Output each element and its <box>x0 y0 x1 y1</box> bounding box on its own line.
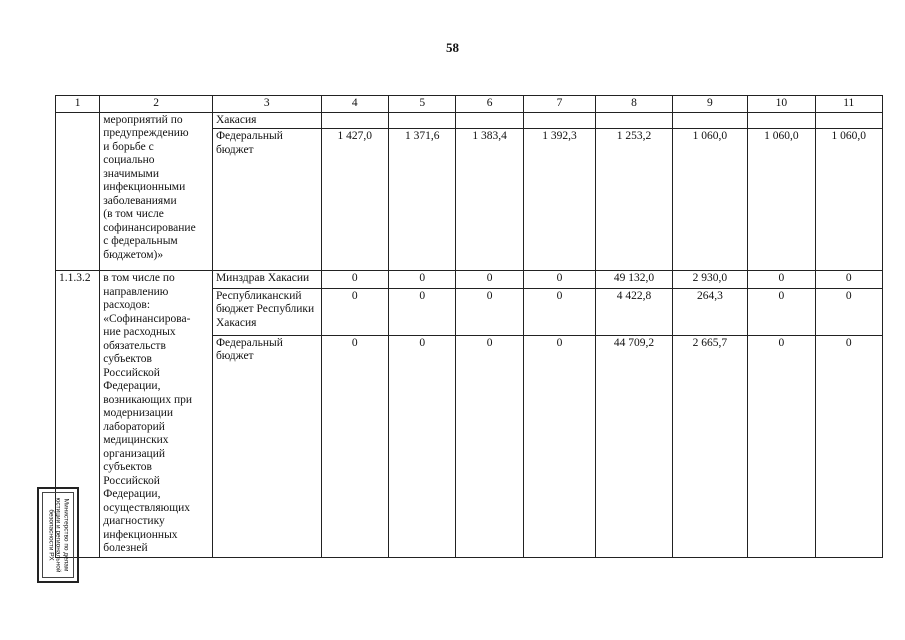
source-cell: Федеральный бюджет <box>212 129 321 271</box>
value-cell: 0 <box>456 335 523 557</box>
name-line: социально <box>103 154 155 166</box>
value-cell: 1 060,0 <box>815 129 882 271</box>
name-line: расходов: <box>103 299 151 311</box>
empty-cell <box>389 112 456 129</box>
header-cell: 6 <box>456 96 523 113</box>
value-cell: 1 371,6 <box>389 129 456 271</box>
name-line: Российской <box>103 366 160 379</box>
name-line: предупреждению <box>103 127 189 139</box>
value-cell: 0 <box>321 335 388 557</box>
name-line: осуществляющих <box>103 501 191 514</box>
name-line: направлению <box>103 285 169 298</box>
name-line: с федеральным <box>103 235 178 247</box>
value-cell: 49 132,0 <box>596 271 672 289</box>
value-cell: 1 427,0 <box>321 129 388 271</box>
page-number: 58 <box>446 40 459 55</box>
header-row <box>56 96 883 113</box>
header-cell: 9 <box>672 96 747 113</box>
value-cell: 0 <box>815 288 882 335</box>
value-cell: 0 <box>321 271 388 289</box>
value-cell: 1 060,0 <box>672 129 747 271</box>
source-cell: Федеральный бюджет <box>212 335 321 557</box>
header-cell: 8 <box>596 96 672 113</box>
executor-cell: Хакасия <box>212 112 321 129</box>
name-line: инфекционными <box>103 181 186 193</box>
value-cell: 0 <box>748 271 815 289</box>
name-line: «Софинансирова- <box>103 312 191 325</box>
value-cell: 264,3 <box>672 288 747 335</box>
stamp-text: Министерство по делам юстиции и региональной безопасности РХ <box>47 497 70 573</box>
source-cell: Республиканский бюджет Республики Хакасия <box>212 288 321 335</box>
value-cell: 0 <box>389 335 456 557</box>
value-cell: 4 422,8 <box>596 288 672 335</box>
value-cell: 1 253,2 <box>596 129 672 271</box>
value-cell: 0 <box>748 335 815 557</box>
code-cell <box>56 112 100 271</box>
name-line: в том числе по <box>103 272 175 284</box>
name-line: бюджетом)» <box>103 248 164 261</box>
value-cell: 1 392,3 <box>523 129 595 271</box>
budget-table <box>55 95 883 558</box>
header-cell: 10 <box>748 96 815 113</box>
empty-cell <box>523 112 595 129</box>
name-line: лабораторий <box>103 420 165 433</box>
value-cell: 0 <box>523 288 595 335</box>
value-cell: 0 <box>815 271 882 289</box>
name-line: болезней <box>103 542 148 554</box>
name-line: мероприятий по <box>103 113 183 126</box>
name-line: инфекционных <box>103 528 178 541</box>
name-line: (в том числе <box>103 208 164 220</box>
name-cell <box>100 271 213 558</box>
name-line: заболеваниями <box>103 194 177 207</box>
name-line: Российской <box>103 474 160 487</box>
header-cell: 2 <box>100 96 213 113</box>
empty-cell <box>456 112 523 129</box>
value-cell: 1 383,4 <box>456 129 523 271</box>
name-line: субъектов <box>103 353 152 365</box>
name-line: Федерации, <box>103 488 161 500</box>
name-line: возникающих при <box>103 393 193 406</box>
value-cell: 0 <box>815 335 882 557</box>
empty-cell <box>672 112 747 129</box>
name-line: и борьбе с <box>103 140 154 153</box>
value-cell: 0 <box>456 271 523 289</box>
value-cell: 0 <box>523 335 595 557</box>
header-cell: 1 <box>56 96 100 113</box>
name-line: организаций <box>103 447 166 460</box>
header-cell: 4 <box>321 96 388 113</box>
empty-cell <box>321 112 388 129</box>
name-line: субъектов <box>103 461 152 473</box>
table-row <box>56 271 883 289</box>
source-cell: Минздрав Хакасии <box>212 271 321 289</box>
name-line: модернизации <box>103 407 174 419</box>
value-cell: 1 060,0 <box>748 129 815 271</box>
header-cell: 3 <box>212 96 321 113</box>
value-cell: 0 <box>748 288 815 335</box>
name-cell <box>100 112 213 271</box>
name-line: ние расходных <box>103 326 176 338</box>
value-cell: 44 709,2 <box>596 335 672 557</box>
value-cell: 0 <box>321 288 388 335</box>
name-line: Федерации, <box>103 380 161 392</box>
table-row <box>56 112 883 129</box>
header-cell: 7 <box>523 96 595 113</box>
name-line: обязательств <box>103 339 166 352</box>
value-cell: 0 <box>523 271 595 289</box>
header-cell: 5 <box>389 96 456 113</box>
value-cell: 0 <box>389 271 456 289</box>
empty-cell <box>596 112 672 129</box>
name-line: диагностику <box>103 515 165 527</box>
header-cell: 11 <box>815 96 882 113</box>
code-cell: 1.1.3.2 <box>56 271 100 558</box>
value-cell: 0 <box>456 288 523 335</box>
value-cell: 0 <box>389 288 456 335</box>
official-stamp <box>37 487 79 583</box>
name-line: значимыми <box>103 167 159 180</box>
name-line: софинансирование <box>103 221 196 234</box>
empty-cell <box>815 112 882 129</box>
value-cell: 2 665,7 <box>672 335 747 557</box>
name-line: медицинских <box>103 434 169 446</box>
value-cell: 2 930,0 <box>672 271 747 289</box>
empty-cell <box>748 112 815 129</box>
